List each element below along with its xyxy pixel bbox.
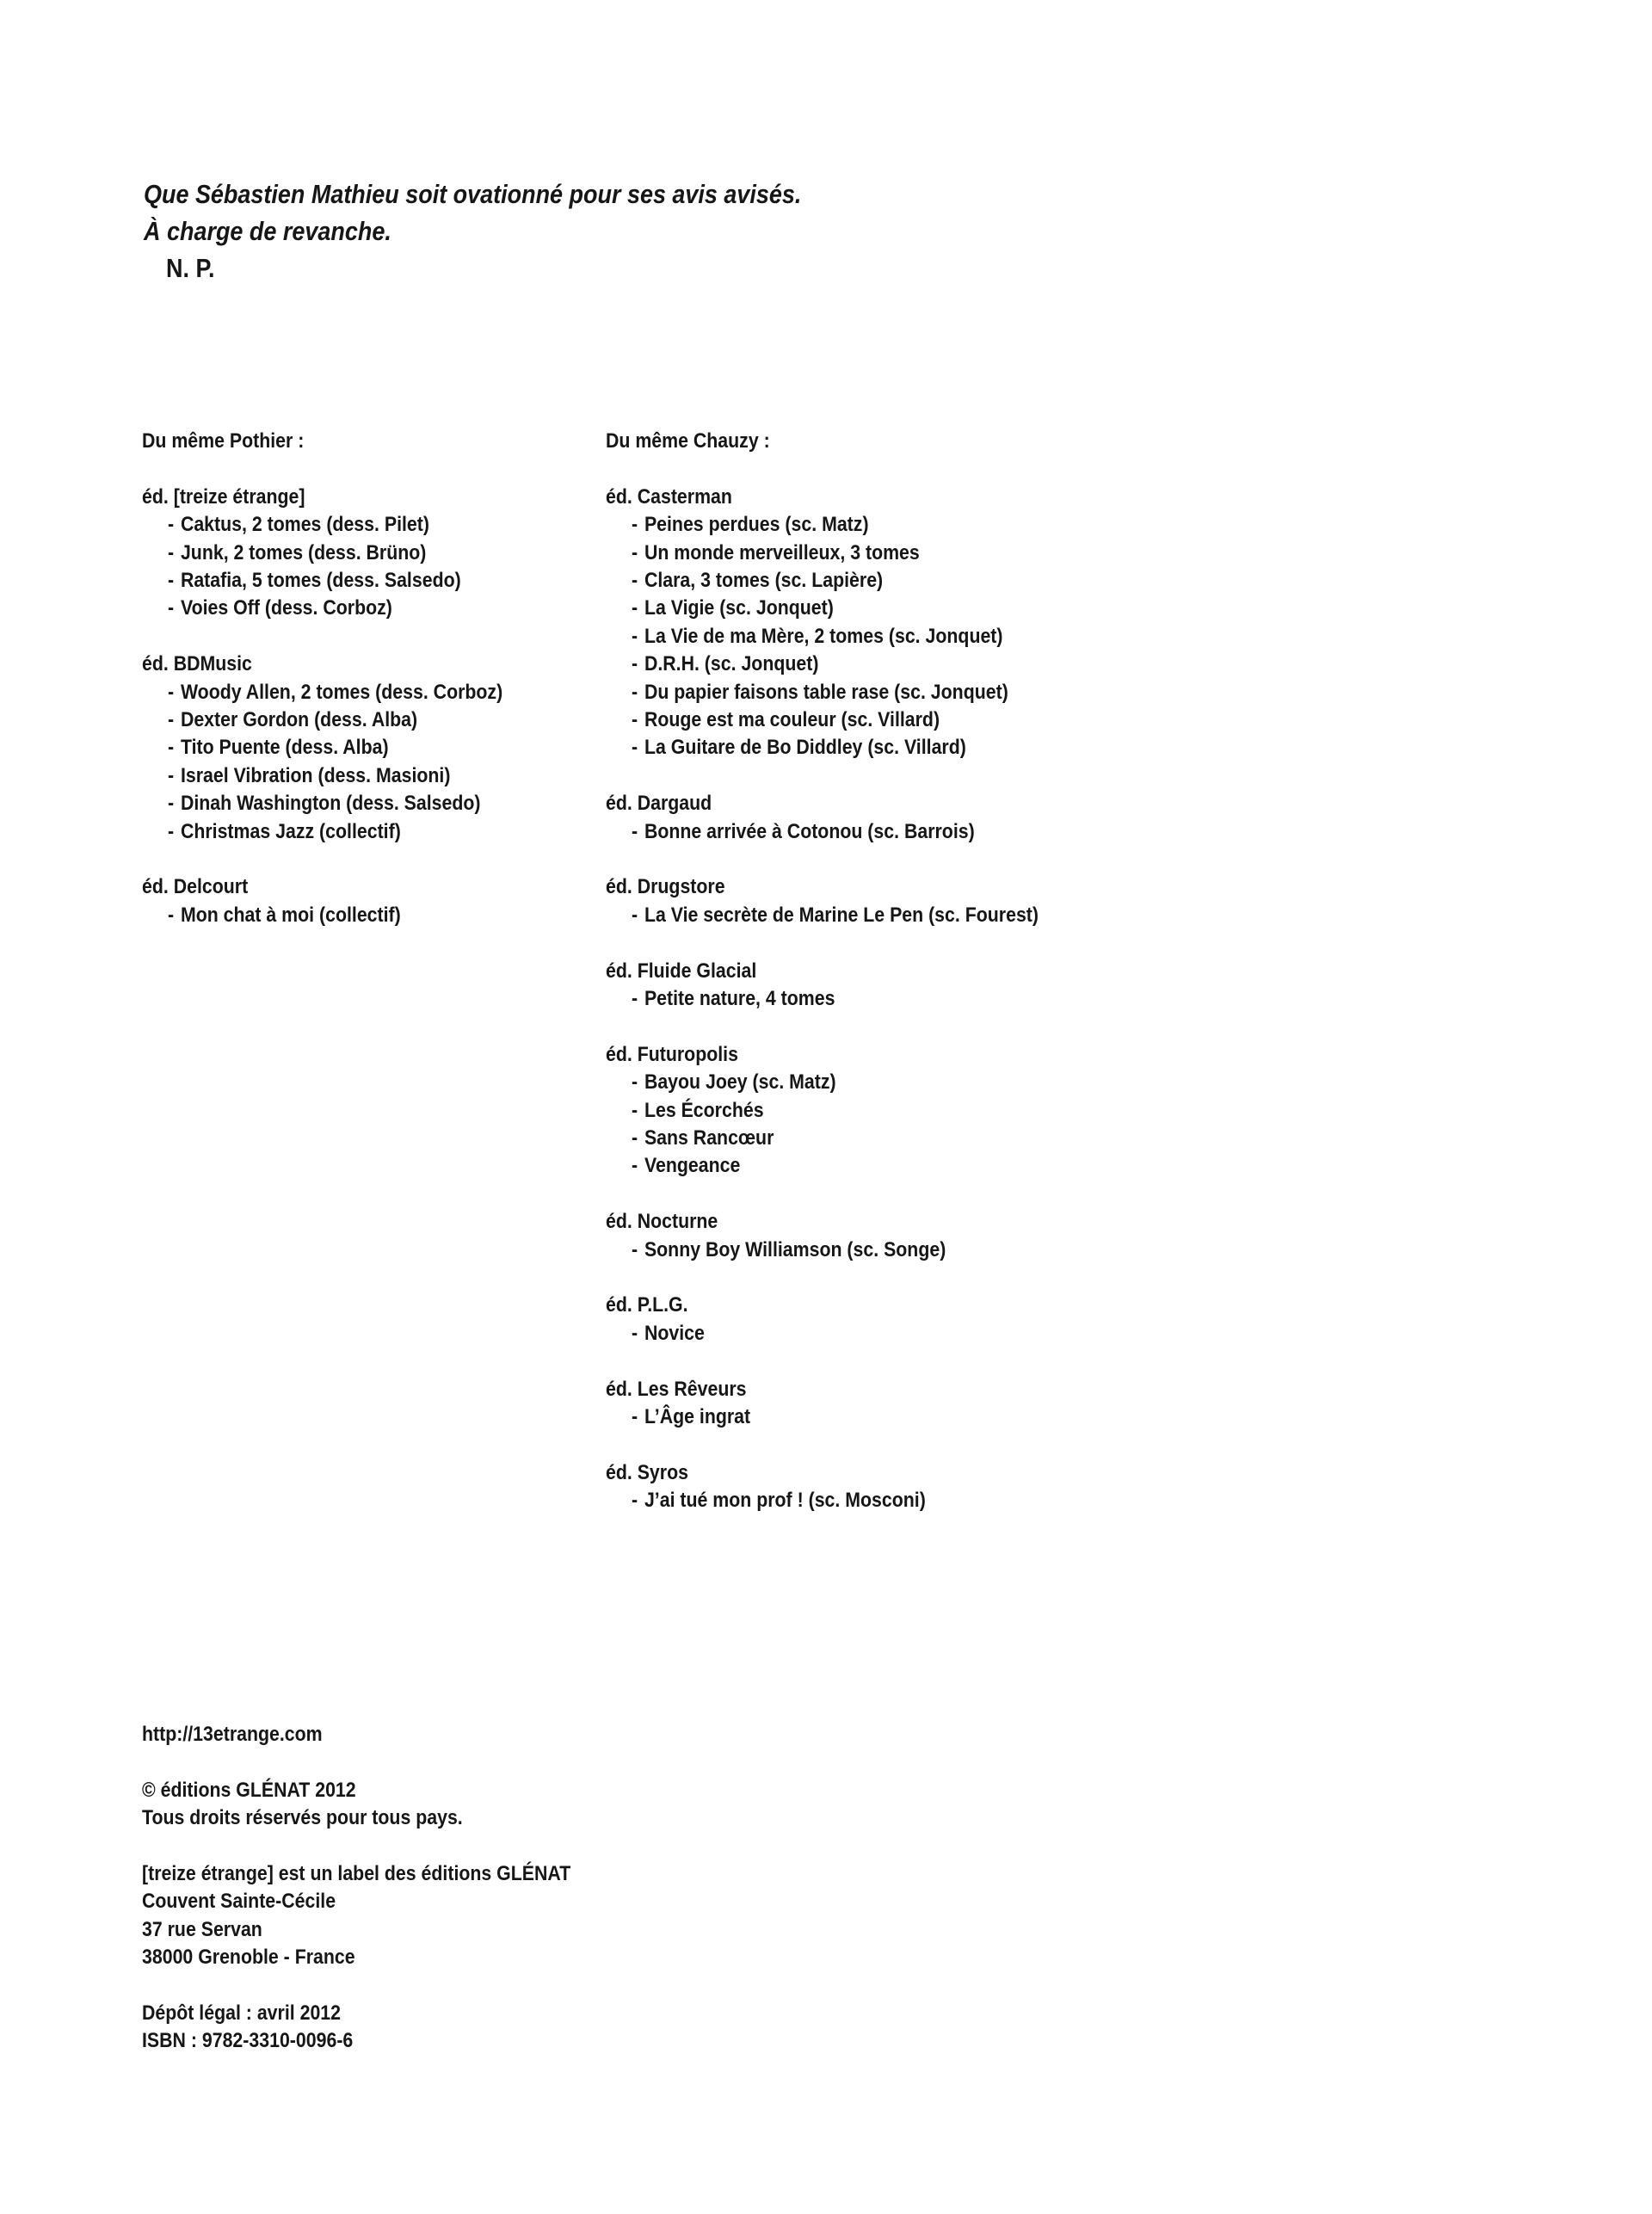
colophon-line <box>142 1777 635 1804</box>
work-item <box>142 818 552 846</box>
item-title: Un monde merveilleux, 3 tomes <box>644 540 920 564</box>
colophon-line <box>142 2027 635 2055</box>
work-item <box>606 567 1100 595</box>
dedication-line-1 <box>144 176 900 213</box>
publisher-section <box>606 1376 1100 1432</box>
work-item <box>606 1152 1100 1180</box>
publisher-name <box>606 1376 1100 1403</box>
item-bullet: - <box>632 708 638 732</box>
colophon-line <box>142 1916 635 1944</box>
colophon-line-text: http://13etrange.com <box>142 1723 323 1746</box>
publisher-name <box>142 873 552 901</box>
work-item-text <box>632 1125 774 1152</box>
item-title: Mon chat à moi (collectif) <box>180 903 401 927</box>
work-item-text <box>632 1097 764 1125</box>
work-item-text <box>632 1403 750 1431</box>
item-title: Novice <box>644 1321 705 1345</box>
publisher-section <box>606 873 1100 929</box>
work-item-text <box>632 734 966 762</box>
item-title: La Guitare de Bo Diddley (sc. Villard) <box>644 736 966 760</box>
item-bullet: - <box>632 736 638 760</box>
dedication-line-2 <box>144 213 900 250</box>
item-title: Du papier faisons table rase (sc. Jonquet) <box>644 680 1008 704</box>
item-title: Rouge est ma couleur (sc. Villard) <box>644 708 940 732</box>
publisher-name <box>606 873 1100 901</box>
column-heading-text: Du même Chauzy : <box>606 429 770 453</box>
item-bullet: - <box>632 903 638 927</box>
work-item-text <box>632 1487 926 1514</box>
work-item-text <box>168 790 481 817</box>
item-bullet: - <box>632 1405 638 1429</box>
column-heading <box>142 428 552 455</box>
item-title: Bonne arrivée à Cotonou (sc. Barrois) <box>644 819 975 843</box>
column-heading-text: Du même Pothier : <box>142 429 305 453</box>
item-bullet: - <box>632 1070 638 1095</box>
work-item-text <box>632 902 1039 929</box>
item-bullet: - <box>632 680 638 704</box>
work-item <box>606 623 1100 651</box>
work-item <box>142 511 552 539</box>
item-bullet: - <box>632 1321 638 1345</box>
work-item-text <box>632 1069 836 1096</box>
item-bullet: - <box>632 1126 638 1150</box>
item-bullet: - <box>168 736 175 760</box>
colophon-line <box>142 2000 635 2027</box>
item-title: Dexter Gordon (dess. Alba) <box>180 708 418 732</box>
publisher-section <box>606 1292 1100 1348</box>
publisher-name <box>606 484 1100 511</box>
publisher-section <box>142 484 552 623</box>
work-item <box>142 734 552 762</box>
colophon-line-text: Couvent Sainte-Cécile <box>142 1890 336 1914</box>
work-item <box>606 679 1100 706</box>
colophon-line <box>142 1804 635 1832</box>
work-item <box>606 1403 1100 1431</box>
work-item-text <box>632 511 869 539</box>
item-bullet: - <box>168 903 175 927</box>
work-item <box>142 679 552 706</box>
item-title: J’ai tué mon prof ! (sc. Mosconi) <box>644 1489 926 1513</box>
bibliography-column-pothier <box>142 428 552 929</box>
publisher-name <box>606 958 1100 985</box>
publisher-name-text: éd. Dargaud <box>606 792 712 816</box>
work-item-text <box>168 679 502 706</box>
work-item <box>606 1125 1100 1152</box>
item-bullet: - <box>168 513 175 537</box>
publisher-section <box>606 1459 1100 1515</box>
colophon-line-text: 38000 Grenoble - France <box>142 1946 355 1970</box>
colophon-group-publisher-address <box>142 1860 635 1972</box>
publisher-name-text: éd. P.L.G. <box>606 1293 688 1317</box>
bibliography-column-chauzy <box>606 428 1100 1515</box>
colophon-block <box>142 1721 635 2056</box>
dedication-line-2-text: À charge de revanche. <box>144 216 391 246</box>
work-item <box>606 595 1100 622</box>
colophon-line-text: © éditions GLÉNAT 2012 <box>142 1778 356 1802</box>
work-item <box>142 706 552 734</box>
item-bullet: - <box>168 540 175 564</box>
dedication-line-1-text: Que Sébastien Mathieu soit ovationné pour ses avis avisés. <box>144 179 802 209</box>
colophon-group-legal <box>142 2000 635 2056</box>
publisher-name-text: éd. Casterman <box>606 484 732 509</box>
colophon-line <box>142 1860 635 1888</box>
item-title: Vengeance <box>644 1154 741 1178</box>
colophon-line-text: Dépôt légal : avril 2012 <box>142 2001 342 2026</box>
publisher-name-text: éd. Drugstore <box>606 875 725 899</box>
work-item-text <box>632 1152 740 1180</box>
item-title: D.R.H. (sc. Jonquet) <box>644 652 819 676</box>
work-item-text <box>168 734 389 762</box>
work-item-text <box>168 567 461 595</box>
publisher-name <box>606 790 1100 817</box>
work-item-text <box>168 540 426 567</box>
item-bullet: - <box>632 987 638 1011</box>
work-item-text <box>632 623 1003 651</box>
colophon-group-copyright <box>142 1777 635 1833</box>
item-title: Clara, 3 tomes (sc. Lapière) <box>644 569 884 593</box>
work-item <box>606 985 1100 1013</box>
publisher-name-text: éd. Futuropolis <box>606 1042 738 1066</box>
item-title: Christmas Jazz (collectif) <box>180 819 401 843</box>
publisher-name <box>142 651 552 678</box>
work-item-text <box>632 679 1008 706</box>
work-item-text <box>632 567 883 595</box>
colophon-line-text: 37 rue Servan <box>142 1917 262 1941</box>
work-item <box>606 1069 1100 1096</box>
item-title: Les Écorchés <box>644 1098 764 1122</box>
column-heading <box>606 428 1100 455</box>
colophon-line <box>142 1944 635 1971</box>
item-bullet: - <box>632 513 638 537</box>
item-title: Ratafia, 5 tomes (dess. Salsedo) <box>180 569 461 593</box>
work-item <box>606 540 1100 567</box>
item-title: Voies Off (dess. Corboz) <box>180 596 392 620</box>
item-bullet: - <box>168 819 175 843</box>
item-bullet: - <box>632 1098 638 1122</box>
item-title: Petite nature, 4 tomes <box>644 987 835 1011</box>
publisher-name <box>606 1292 1100 1319</box>
dedication-signature <box>144 250 900 287</box>
item-title: Junk, 2 tomes (dess. Brüno) <box>180 540 427 564</box>
item-title: Dinah Washington (dess. Salsedo) <box>180 792 481 816</box>
work-item <box>142 567 552 595</box>
publisher-section <box>606 958 1100 1014</box>
item-title: Israel Vibration (dess. Masioni) <box>180 763 451 787</box>
item-bullet: - <box>632 819 638 843</box>
item-bullet: - <box>632 1489 638 1513</box>
item-title: La Vie de ma Mère, 2 tomes (sc. Jonquet) <box>644 624 1003 648</box>
work-item-text <box>632 651 818 678</box>
colophon-line <box>142 1721 635 1748</box>
work-item-text <box>632 540 920 567</box>
item-bullet: - <box>632 624 638 648</box>
item-title: Sonny Boy Williamson (sc. Songe) <box>644 1237 946 1261</box>
item-bullet: - <box>168 569 175 593</box>
publisher-name-text: éd. Delcourt <box>142 875 249 899</box>
work-item-text <box>632 985 835 1013</box>
item-bullet: - <box>168 680 175 704</box>
work-item <box>606 818 1100 846</box>
item-title: Bayou Joey (sc. Matz) <box>644 1070 836 1095</box>
work-item <box>606 1097 1100 1125</box>
work-item-text <box>632 818 975 846</box>
work-item <box>142 595 552 622</box>
colophon-line-text: Tous droits réservés pour tous pays. <box>142 1806 463 1830</box>
item-title: Caktus, 2 tomes (dess. Pilet) <box>180 513 429 537</box>
item-title: Tito Puente (dess. Alba) <box>180 736 389 760</box>
work-item <box>142 790 552 817</box>
item-title: Woody Allen, 2 tomes (dess. Corboz) <box>180 680 503 704</box>
publisher-section <box>142 873 552 929</box>
publisher-section <box>606 1041 1100 1181</box>
item-title: La Vie secrète de Marine Le Pen (sc. Fourest) <box>644 903 1039 927</box>
item-bullet: - <box>168 763 175 787</box>
item-bullet: - <box>632 596 638 620</box>
work-item <box>142 540 552 567</box>
item-title: La Vigie (sc. Jonquet) <box>644 596 834 620</box>
item-title: Sans Rancœur <box>644 1126 774 1150</box>
colophon-group-website <box>142 1721 635 1748</box>
work-item <box>606 734 1100 762</box>
item-bullet: - <box>168 596 175 620</box>
work-item-text <box>168 595 392 622</box>
item-bullet: - <box>632 1237 638 1261</box>
work-item <box>606 1487 1100 1514</box>
publisher-name-text: éd. BDMusic <box>142 652 252 676</box>
dedication <box>144 176 900 287</box>
publisher-name <box>606 1208 1100 1236</box>
publisher-section <box>142 651 552 846</box>
item-bullet: - <box>168 792 175 816</box>
work-item-text <box>168 902 401 929</box>
work-item <box>606 902 1100 929</box>
work-item-text <box>168 762 450 790</box>
publisher-name-text: éd. Syros <box>606 1460 688 1484</box>
work-item <box>606 706 1100 734</box>
publisher-section <box>606 1208 1100 1264</box>
publisher-name-text: éd. [treize étrange] <box>142 484 305 509</box>
publisher-name <box>142 484 552 511</box>
work-item <box>606 1320 1100 1348</box>
publisher-name-text: éd. Nocturne <box>606 1210 718 1234</box>
publisher-name <box>606 1041 1100 1069</box>
work-item-text <box>632 1237 946 1264</box>
work-item-text <box>632 595 834 622</box>
work-item-text <box>168 818 401 846</box>
item-bullet: - <box>632 540 638 564</box>
work-item-text <box>168 706 417 734</box>
item-bullet: - <box>632 652 638 676</box>
publisher-name-text: éd. Les Rêveurs <box>606 1377 747 1401</box>
publisher-name <box>606 1459 1100 1487</box>
work-item-text <box>168 511 429 539</box>
work-item <box>606 1237 1100 1264</box>
work-item-text <box>632 1320 705 1348</box>
dedication-signature-text: N. P. <box>166 253 215 283</box>
item-title: L’Âge ingrat <box>644 1405 751 1429</box>
item-bullet: - <box>632 569 638 593</box>
item-bullet: - <box>168 708 175 732</box>
publisher-section <box>606 484 1100 762</box>
work-item <box>142 902 552 929</box>
colophon-line <box>142 1888 635 1915</box>
publisher-section <box>606 790 1100 846</box>
item-bullet: - <box>632 1154 638 1178</box>
work-item <box>606 511 1100 539</box>
colophon-line-text: [treize étrange] est un label des éditions GLÉNAT <box>142 1862 571 1885</box>
work-item <box>142 762 552 790</box>
publisher-name-text: éd. Fluide Glacial <box>606 959 757 983</box>
work-item-text <box>632 706 940 734</box>
item-title: Peines perdues (sc. Matz) <box>644 513 869 537</box>
colophon-line-text: ISBN : 9782-3310-0096-6 <box>142 2029 354 2053</box>
work-item <box>606 651 1100 678</box>
